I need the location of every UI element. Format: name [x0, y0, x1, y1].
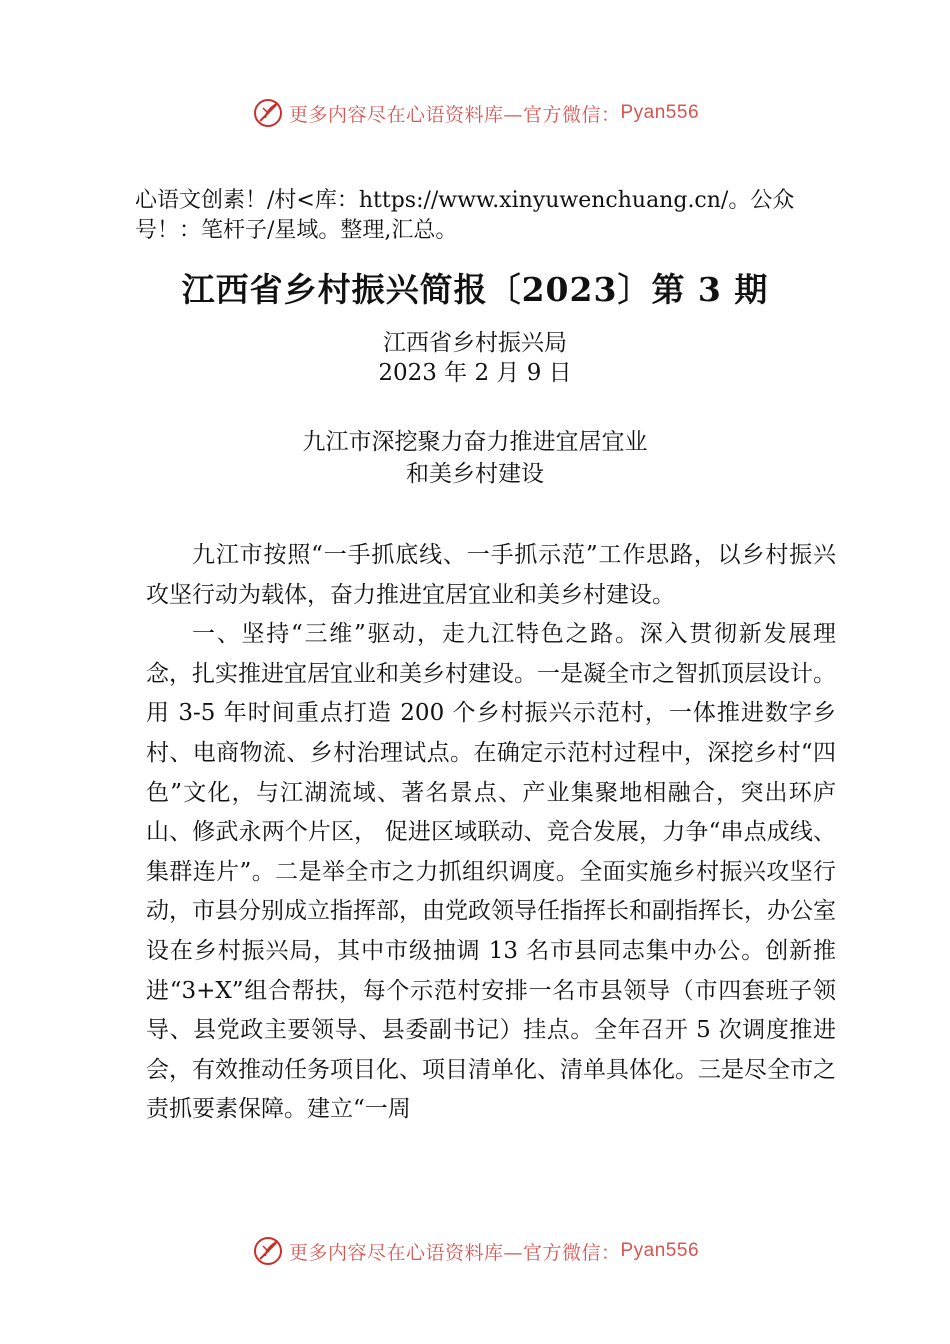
watermark-id: Pyan556: [620, 102, 700, 123]
paragraph-section-1: 一、坚持“三维”驱动，走九江特色之路。深入贯彻新发展理念，扎实推进宜居宜业和美乡村建设。一是凝全市之智抓顶层设计。用 3-5 年时间重点打造 200 个乡村振兴示范村，一体推进数字乡村、电商物流、乡村治理试点。在确定示范村过程中，深挖乡村“四色”文化，与江湖流域、著名景点、产业集聚地相融合，突出环庐山、修武永两个片区， 促进区域联动、竞合发展，力争“串点成线、集群连片”。二是举全市之力抓组织调度。全面实施乡村振兴攻坚行动，市县分别成立指挥部，由党政领导任指挥长和副指挥长，办公室设在乡村振兴局，其中市级抽调 13 名市县同志集中办公。创新推进“3+X”组合帮扶，每个示范村安排一名市县领导（市四套班子领导、县党政主要领导、县委副书记）挂点。全年召开 5 次调度推进会，有效推动任务项目化、项目清单化、清单具体化。三是尽全市之责抓要素保障。建立“一周: [146, 621, 836, 1123]
source-note: 心语文创素！/村<库：https://www.xinyuwenchuang.cn/。公众号！：笔杆子/星域。整理,汇总。: [135, 188, 795, 243]
watermark-id: Pyan556: [620, 1240, 700, 1261]
subtitle-line-1: 九江市深挖聚力奋力推进宜居宜业: [302, 429, 648, 455]
feather-seal-icon: [251, 96, 285, 130]
article-subtitle: [0, 426, 950, 490]
feather-seal-icon: [251, 1234, 285, 1268]
watermark-footer: [0, 1234, 950, 1268]
document-issuer: 江西省乡村振兴局: [383, 330, 567, 356]
watermark-text: 更多内容尽在心语资料库—官方微信：: [288, 1241, 621, 1264]
watermark-header: [0, 96, 950, 130]
subtitle-line-2: 和美乡村建设: [406, 461, 544, 487]
article-body: [146, 536, 836, 1130]
document-title: 江西省乡村振兴简报〔2023〕第 3 期: [181, 270, 769, 309]
document-date: 2023 年 2 月 9 日: [378, 360, 572, 386]
paragraph-intro: 九江市按照“一手抓底线、一手抓示范”工作思路，以乡村振兴攻坚行动为载体，奋力推进宜居宜业和美乡村建设。: [146, 542, 836, 608]
watermark-text: 更多内容尽在心语资料库—官方微信：: [288, 103, 621, 126]
